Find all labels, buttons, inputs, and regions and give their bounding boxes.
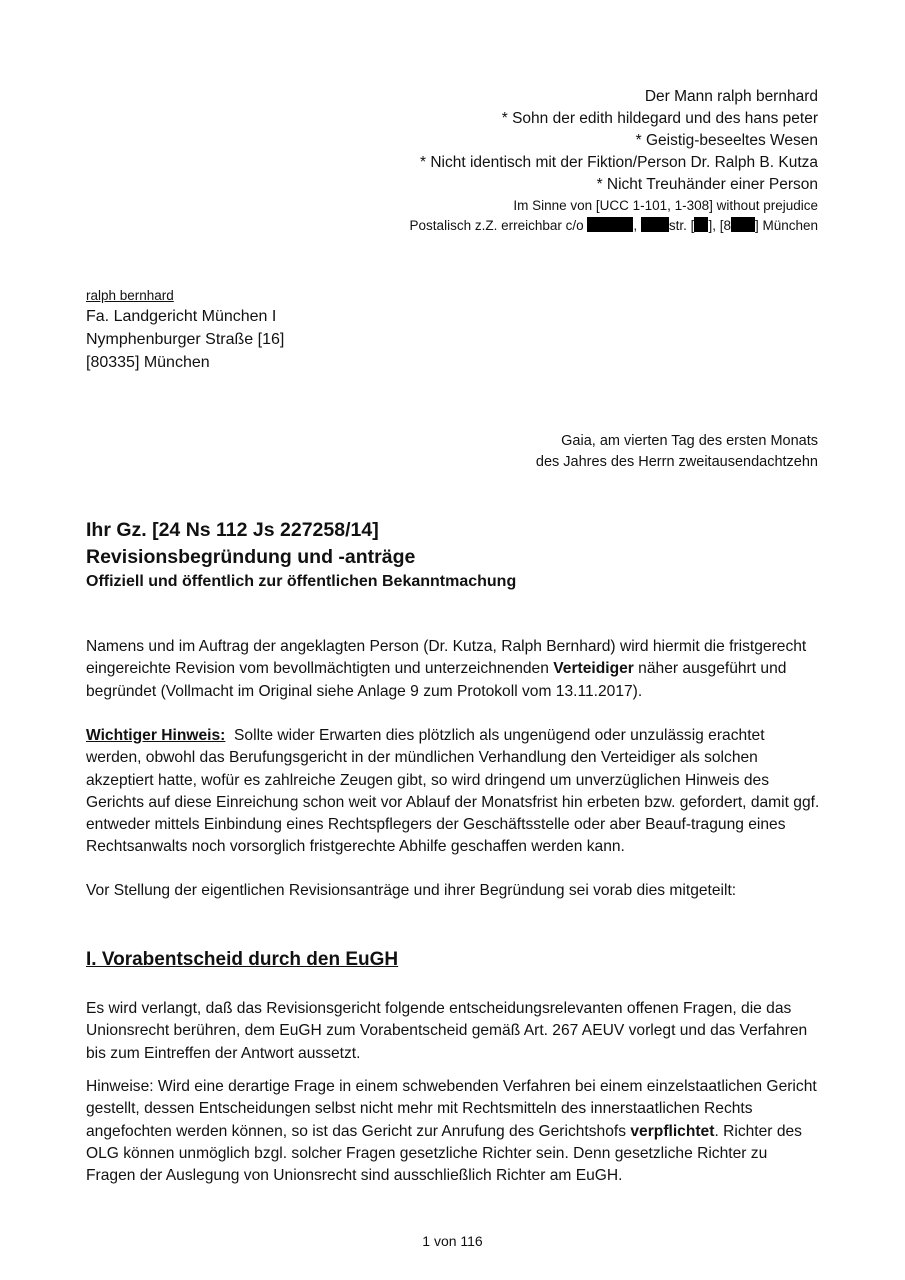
- address-street-suffix: str. [: [668, 218, 695, 233]
- preamble-paragraph: Vor Stellung der eigentlichen Revisionsanträge und ihrer Begründung sei vorab dies mitgeteilt:: [86, 882, 737, 899]
- recipient-line: [80335] München: [86, 354, 210, 371]
- sender-line: * Nicht identisch mit der Fiktion/Person Dr. Ralph B. Kutza: [420, 154, 818, 171]
- sender-line: * Sohn der edith hildegard und des hans peter: [501, 110, 818, 127]
- recipient-block: [86, 287, 506, 374]
- bold-text-run: verpflichtet: [630, 1122, 715, 1140]
- subject-reference: Ihr Gz. [24 Ns 112 Js 227258/14]: [86, 519, 379, 541]
- redaction-bar: [694, 217, 708, 232]
- page-number: 1 von 116: [422, 1233, 483, 1249]
- address-separator: ,: [633, 218, 638, 233]
- intro-paragraph: [86, 636, 820, 703]
- redaction-bar: [641, 217, 669, 232]
- redaction-bar: [731, 217, 755, 232]
- text-run: Sollte wider Erwarten dies plötzlich als ungenügend oder unzulässig erachtet werden, obwohl das Berufungsgericht in der mündlichen Verhandlung den Verteidiger als solchen akzeptiert hatte, wofür es zahlreiche Zeugen gibt, so wird dringend um unverzüglichen Hinweis des Gerichts auf diese Einreichung schon weit vor Ablauf der Monatsfrist hin erbeten bzw. gefordert, damit ggf. entweder mittels Einbindung eines Rechtspflegers der Geschäftsstelle oder aber Beauf-tragung eines Rechtsanwalts noch vorsorglich fristgerechte Abhilfe geschaffen werden kann.: [86, 727, 820, 856]
- text-run: näher ausgeführt und begründet (Vollmacht im Original siehe Anlage 9 zum Protokoll vom 13.11.2017).: [86, 660, 787, 700]
- important-notice-paragraph: [86, 725, 820, 859]
- address-city-suffix: ] München: [754, 218, 818, 233]
- section-heading: I. Vorabentscheid durch den EuGH: [86, 949, 399, 970]
- text-run: Namens und im Auftrag der angeklagten Person (Dr. Kutza, Ralph Bernhard) wird hiermit die fristgerecht eingereichte Revision vom bevollmächtigten und unterzeichnenden: [86, 638, 807, 678]
- sender-line: * Geistig-beseeltes Wesen: [635, 132, 818, 149]
- address-separator: ], [8: [708, 218, 731, 233]
- recipient-line: Fa. Landgericht München I: [86, 308, 277, 325]
- sender-legal-note: Im Sinne von [UCC 1-101, 1-308] without prejudice: [513, 198, 818, 213]
- sender-postal-address: [258, 216, 818, 236]
- dateline-line: des Jahres des Herrn zweitausendachtzehn: [535, 454, 818, 470]
- sender-line: Der Mann ralph bernhard: [644, 88, 818, 105]
- subject-block: [86, 517, 826, 593]
- sender-block: [258, 86, 818, 236]
- text-run: Hinweise: Wird eine derartige Frage in einem schwebenden Verfahren bei einem einzelstaatlichen Gericht gestellt, dessen Entscheidungen selbst nicht mehr mit Rechtsmitteln des innerstaatlichen Rechts angefochten werden können, so ist das Gericht zur Anrufung des Gerichtshofs: [86, 1078, 817, 1140]
- notice-label: Wichtiger Hinweis:: [86, 727, 226, 744]
- bold-text-run: Verteidiger: [553, 660, 634, 678]
- return-address-line: ralph bernhard: [86, 288, 174, 303]
- subject-title: Revisionsbegründung und -anträge: [86, 546, 416, 568]
- subject-subtitle: Offiziell und öffentlich zur öffentlichen Bekanntmachung: [86, 573, 517, 590]
- dateline: [398, 431, 818, 473]
- text-run: . Richter des OLG können unmöglich bzgl. solcher Fragen gesetzliche Richter sein. Denn gesetzliche Richter zu Fragen der Auslegung von Unionsrecht sind ausschließlich Richter am EuGH.: [86, 1122, 802, 1185]
- address-prefix: Postalisch z.Z. erreichbar c/o: [409, 218, 584, 233]
- dateline-line: Gaia, am vierten Tag des ersten Monats: [561, 433, 818, 449]
- section-notes-paragraph: [86, 1076, 820, 1187]
- section-paragraph: Es wird verlangt, daß das Revisionsgericht folgende entscheidungsrelevanten offenen Fragen, die das Unionsrecht berühren, dem EuGH zum Vorabentscheid gemäß Art. 267 AEUV vorlegt und das Verfahren bis zum Eintreffen der Antwort aussetzt.: [86, 1000, 808, 1062]
- sender-line: * Nicht Treuhänder einer Person: [596, 176, 818, 193]
- redaction-bar: [587, 217, 633, 232]
- recipient-line: Nymphenburger Straße [16]: [86, 331, 285, 348]
